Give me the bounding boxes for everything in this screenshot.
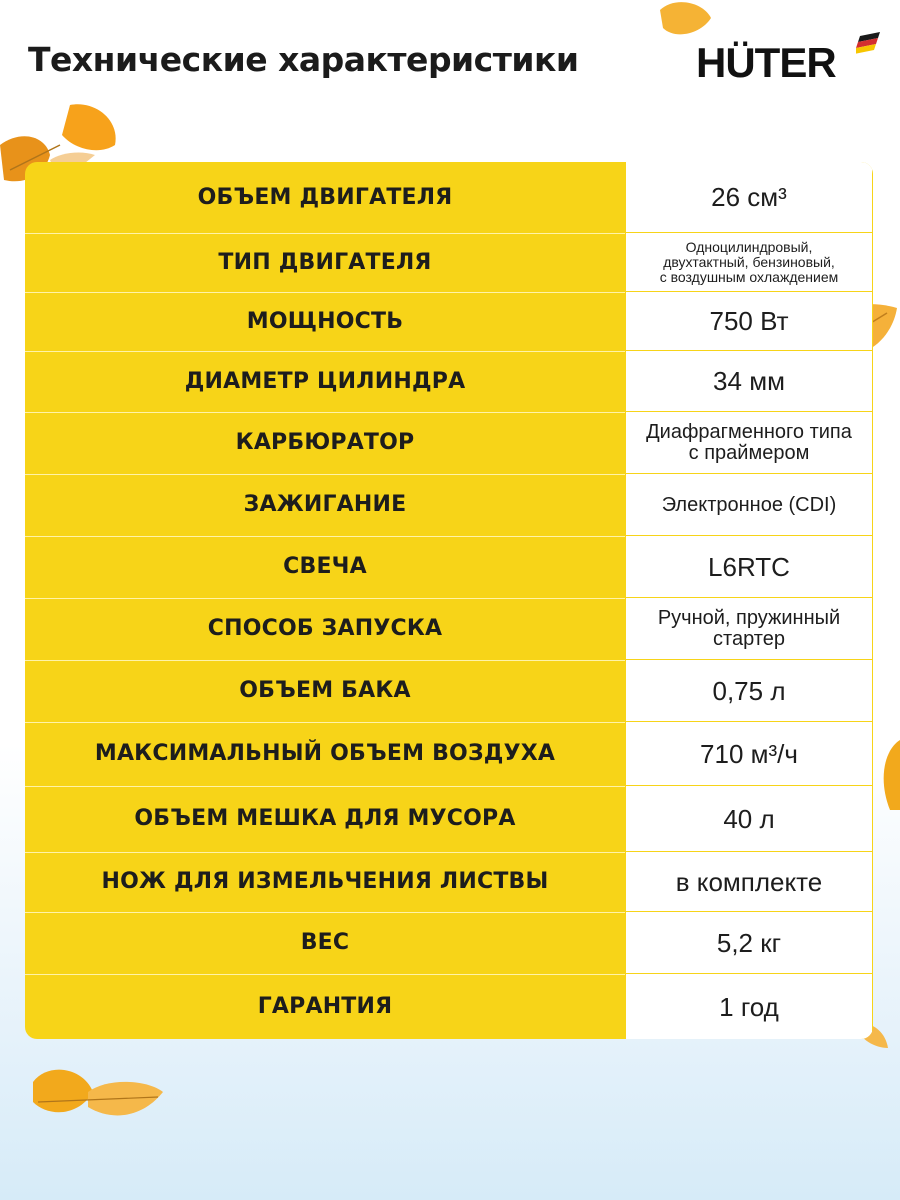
spec-value: 0,75 л — [626, 660, 872, 721]
spec-row — [25, 660, 873, 721]
spec-value: в комплекте — [626, 852, 872, 911]
spec-row — [25, 162, 873, 232]
spec-label: ОБЪЕМ МЕШКА ДЛЯ МУСОРА — [134, 806, 516, 831]
autumn-leaf-icon — [876, 740, 900, 810]
flag-icon — [856, 32, 882, 54]
spec-row — [25, 351, 873, 411]
spec-value: L6RTC — [626, 536, 872, 597]
spec-label: ТИП ДВИГАТЕЛЯ — [218, 249, 432, 275]
spec-row — [25, 412, 873, 473]
spec-row — [25, 852, 873, 911]
spec-table — [25, 162, 873, 1039]
spec-row — [25, 598, 873, 659]
spec-row — [25, 912, 873, 973]
spec-row — [25, 233, 873, 291]
spec-row — [25, 292, 873, 350]
spec-value: 34 мм — [626, 351, 872, 411]
spec-value: 5,2 кг — [626, 912, 872, 973]
spec-value: 40 л — [626, 786, 872, 851]
spec-label: СВЕЧА — [283, 554, 367, 579]
autumn-leaf-icon — [28, 1062, 168, 1142]
spec-row — [25, 536, 873, 597]
spec-value: 710 м³/ч — [626, 722, 872, 785]
spec-value: 1 год — [626, 974, 872, 1039]
spec-label: ДИАМЕТР ЦИЛИНДРА — [184, 368, 466, 394]
spec-label: КАРБЮРАТОР — [235, 430, 415, 455]
spec-label: СПОСОБ ЗАПУСКА — [207, 616, 443, 641]
spec-row — [25, 722, 873, 785]
spec-value: Диафрагменного типа с праймером — [626, 412, 872, 473]
spec-label: ГАРАНТИЯ — [257, 994, 393, 1019]
spec-row — [25, 786, 873, 851]
spec-row — [25, 974, 873, 1039]
brand-name: HÜTER — [696, 39, 836, 86]
spec-label: ОБЪЕМ ДВИГАТЕЛЯ — [197, 184, 453, 210]
spec-label: ОБЪЕМ БАКА — [239, 678, 411, 703]
spec-value: Ручной, пружинный стартер — [626, 598, 872, 659]
spec-label: МАКСИМАЛЬНЫЙ ОБЪЕМ ВОЗДУХА — [94, 741, 556, 766]
spec-value: Электронное (CDI) — [626, 474, 872, 535]
spec-label: МОЩНОСТЬ — [246, 308, 404, 334]
brand-logo — [696, 38, 876, 88]
page-title: Технические характеристики — [28, 40, 579, 79]
spec-value: 26 см³ — [626, 162, 872, 232]
spec-label: ЗАЖИГАНИЕ — [243, 492, 407, 517]
spec-row — [25, 474, 873, 535]
spec-value: Одноцилиндровый, двухтактный, бензиновый, с воздушным охлаждением — [626, 233, 872, 291]
spec-label: НОЖ ДЛЯ ИЗМЕЛЬЧЕНИЯ ЛИСТВЫ — [101, 869, 549, 894]
spec-value: 750 Вт — [626, 292, 872, 350]
spec-label: ВЕС — [300, 930, 350, 955]
